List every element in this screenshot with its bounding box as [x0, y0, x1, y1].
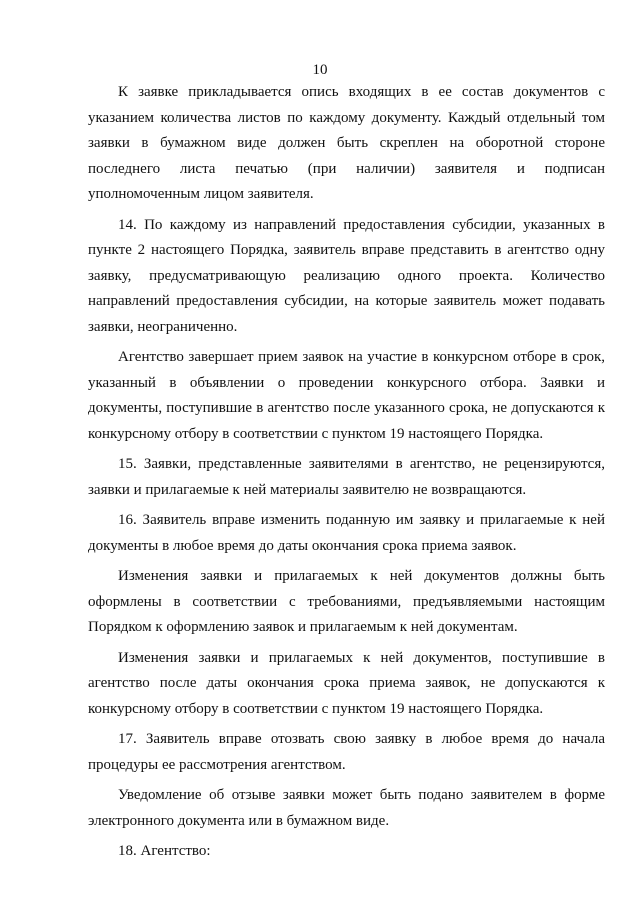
paragraph-item-18: 18. Агентство:	[118, 843, 211, 859]
page-number: 10	[312, 62, 328, 78]
paragraph-late-changes: Изменения заявки и прилагаемых к ней документов, поступившие в агентство после даты окончания срока приема заявок, не допускаются к конкурсному отбору в соответствии с пунктом 19 настоящего Порядка.	[88, 649, 605, 717]
paragraph-application-deadline: Агентство завершает прием заявок на участие в конкурсном отборе в срок, указанный в объявлении о проведении конкурсного отбора. Заявки и документы, поступившие в агентство после указанного срока, не допускаются к конкурсному отбору в соответствии с пунктом 19 настоящего Порядка.	[88, 349, 605, 442]
paragraph-changes-requirements: Изменения заявки и прилагаемых к ней документов должны быть оформлены в соответствии с требованиями, предъявляемыми настоящим Порядком к оформлению заявок и прилагаемым к ней документам.	[88, 568, 605, 635]
paragraph-withdrawal-notice: Уведомление об отзыве заявки может быть подано заявителем в форме электронного документа или в бумажном виде.	[88, 787, 605, 829]
paragraph-item-17: 17. Заявитель вправе отозвать свою заявку в любое время до начала процедуры ее рассмотрения агентством.	[88, 731, 605, 773]
document-body	[88, 80, 605, 870]
paragraph-attachment-inventory: К заявке прикладывается опись входящих в ее состав документов с указанием количества листов по каждому документу. Каждый отдельный том заявки в бумажном виде должен быть скреплен на оборотной стороне последнего листа печатью (при наличии) заявителя и подписан уполномоченным лицом заявителя.	[88, 84, 605, 202]
paragraph-item-16: 16. Заявитель вправе изменить поданную им заявку и прилагаемые к ней документы в любое время до даты окончания срока приема заявок.	[88, 512, 605, 554]
paragraph-item-15: 15. Заявки, представленные заявителями в агентство, не рецензируются, заявки и прилагаемые к ней материалы заявителю не возвращаются.	[88, 456, 605, 498]
paragraph-item-14: 14. По каждому из направлений предоставления субсидии, указанных в пункте 2 настоящего Порядка, заявитель вправе представить в агентство одну заявку, предусматривающую реализацию одного проекта. Количество направлений предоставления субсидии, на которые заявитель может подавать заявки, неограниченно.	[88, 216, 605, 335]
